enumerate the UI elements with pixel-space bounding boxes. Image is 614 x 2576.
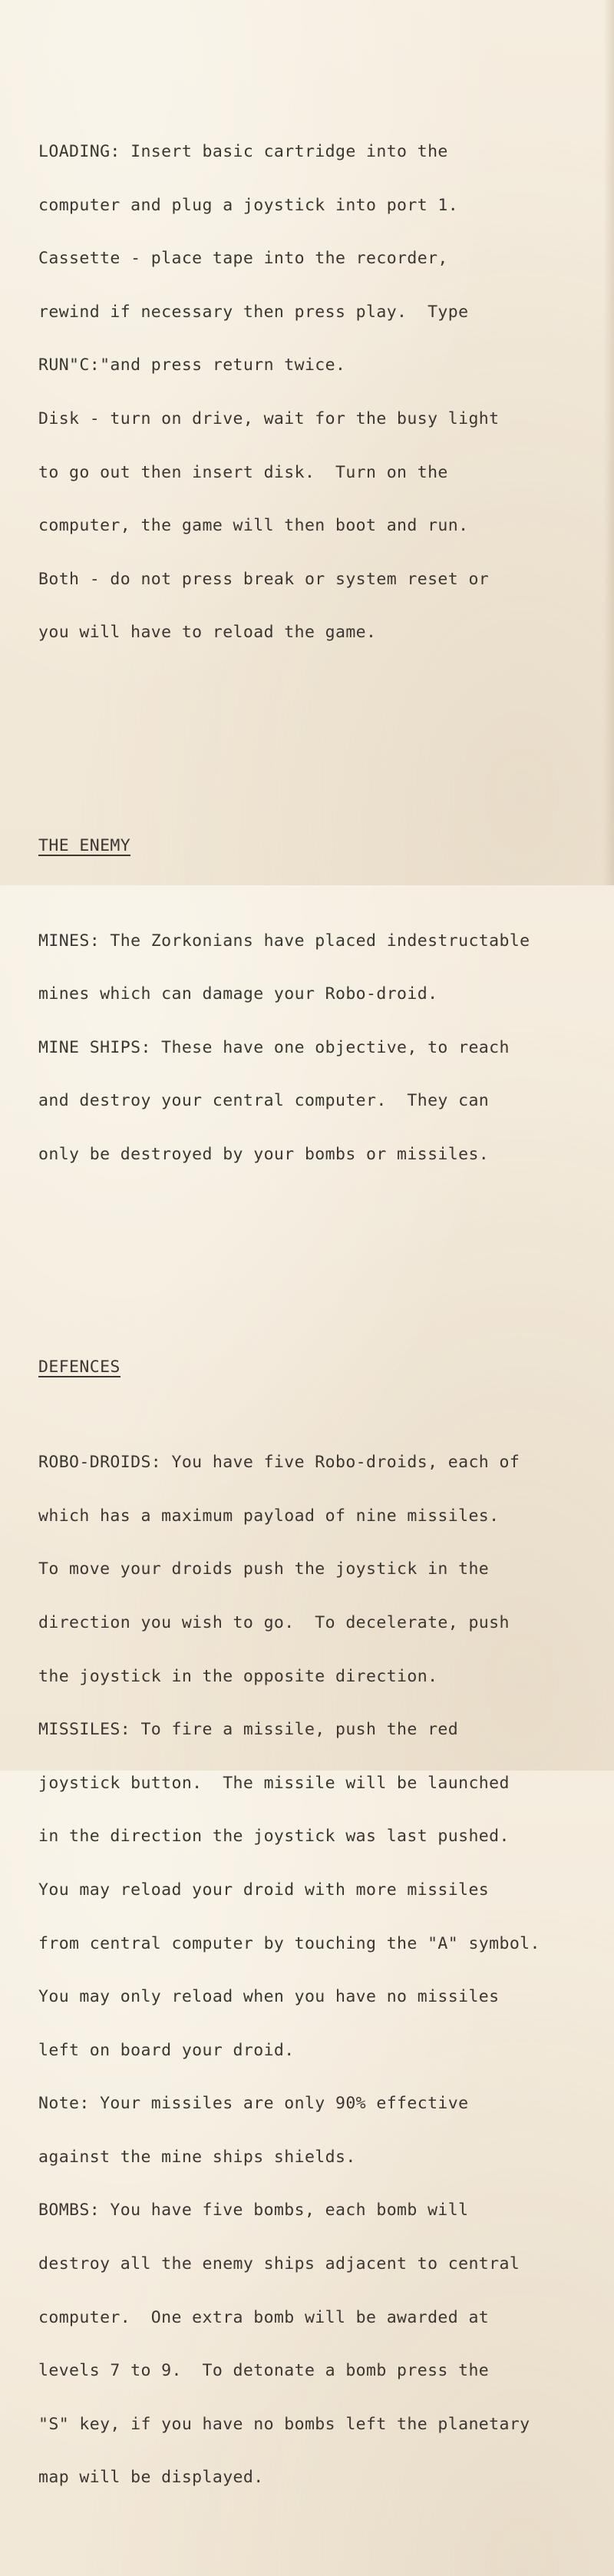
text-line: levels 7 to 9. To detonate a bomb press the [38, 2361, 490, 2381]
text-line: in the direction the joystick was last pushed. [38, 1827, 510, 1847]
section-heading-enemy: THE ENEMY [38, 835, 131, 855]
heading-gap [38, 890, 599, 896]
text-line: You may only reload when you have no missiles [38, 1987, 500, 2007]
heading-gap [38, 1412, 599, 1418]
defences-heading-line [38, 1358, 599, 1376]
instructions-text [38, 54, 599, 2576]
text-line: Disk - turn on drive, wait for the busy light [38, 408, 500, 428]
text-line: mines which can damage your Robo-droid. [38, 984, 438, 1004]
enemy-heading-line [38, 837, 599, 855]
text-line: MISSILES: To fire a missile, push the red [38, 1720, 459, 1740]
text-line: LOADING: Insert basic cartridge into the [38, 142, 448, 162]
text-line: MINES: The Zorkonians have placed indestructable [38, 931, 530, 951]
text-line: MINE SHIPS: These have one objective, to reach [38, 1037, 510, 1057]
text-line: You may reload your droid with more missiles [38, 1880, 490, 1900]
text-line: left on board your droid. [38, 2040, 295, 2060]
text-line: computer, the game will then boot and run. [38, 516, 469, 536]
text-line: which has a maximum payload of nine missiles. [38, 1506, 500, 1526]
text-line: "S" key, if you have no bombs left the planetary [38, 2414, 530, 2434]
text-line: and destroy your central computer. They can [38, 1091, 490, 1111]
text-line: from central computer by touching the "A" symbol. [38, 1933, 540, 1953]
loading-section [38, 107, 599, 677]
text-line: rewind if necessary then press play. Type [38, 302, 469, 322]
text-line: the joystick in the opposite direction. [38, 1666, 438, 1686]
text-line: Cassette - place tape into the recorder, [38, 249, 448, 269]
section-gap [38, 1252, 599, 1269]
section-heading-defences: DEFENCES [38, 1357, 120, 1377]
enemy-section [38, 801, 599, 1199]
text-line: only be destroyed by your bombs or missiles. [38, 1144, 490, 1164]
text-line: joystick button. The missile will be launched [38, 1773, 510, 1793]
text-line: Note: Your missiles are only 90% effective [38, 2094, 469, 2114]
text-line: computer. One extra bomb will be awarded at [38, 2307, 490, 2327]
defences-section [38, 1323, 599, 2522]
text-line: To move your droids push the joystick in the [38, 1559, 490, 1579]
section-gap [38, 731, 599, 748]
text-line: computer and plug a joystick into port 1. [38, 195, 459, 215]
text-line: Both - do not press break or system reset or [38, 569, 490, 589]
text-line: ROBO-DROIDS: You have five Robo-droids, each of [38, 1453, 520, 1473]
text-line: RUN"C:"and press return twice. [38, 355, 346, 375]
text-line: BOMBS: You have five bombs, each bomb will [38, 2201, 469, 2221]
page-edge-shadow [603, 0, 614, 885]
text-line: against the mine ships shields. [38, 2147, 356, 2167]
text-line: to go out then insert disk. Turn on the [38, 462, 448, 482]
text-line: direction you wish to go. To decelerate, push [38, 1612, 510, 1632]
text-line: you will have to reload the game. [38, 623, 377, 643]
text-line: map will be displayed. [38, 2468, 264, 2488]
text-line: destroy all the enemy ships adjacent to central [38, 2254, 520, 2274]
